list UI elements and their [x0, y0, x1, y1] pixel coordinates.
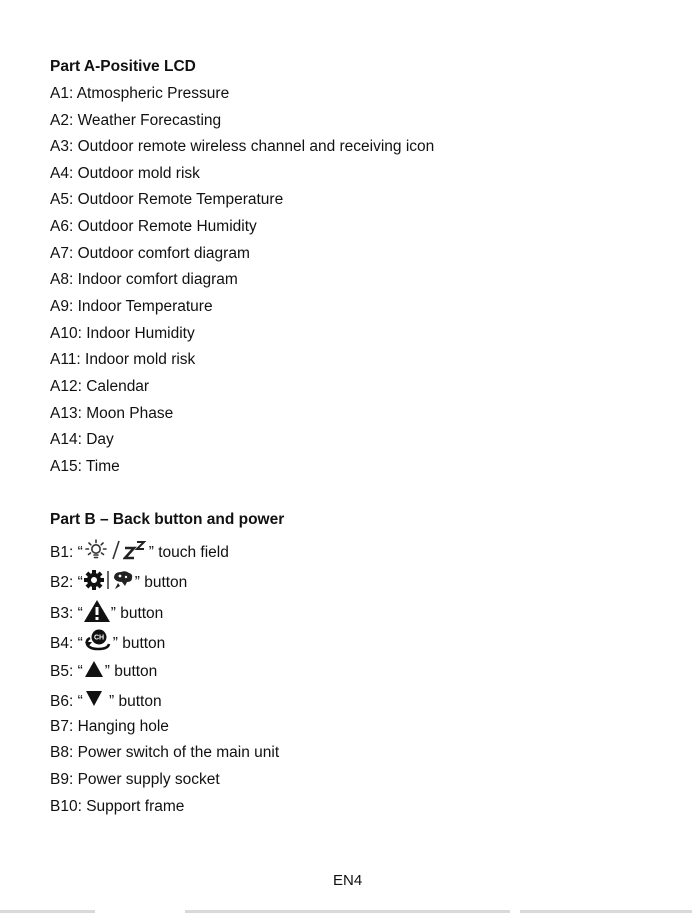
mold-alert-icon: [111, 569, 135, 597]
channel-cycle-icon: [83, 629, 113, 659]
part-b-item-b3: [50, 599, 163, 629]
part-b-item-b4: [50, 629, 165, 659]
part-b-item: B9: Power supply socket: [50, 771, 220, 788]
up-arrow-icon: [83, 659, 105, 685]
gear-icon: [83, 569, 105, 597]
part-b-item-b5: [50, 659, 157, 685]
down-arrow-icon: [83, 689, 105, 715]
bottom-border-segment: [520, 910, 692, 913]
part-a-item: A1: Atmospheric Pressure: [50, 85, 230, 102]
part-b-item: B8: Power switch of the main unit: [50, 744, 280, 761]
part-a-item: A14: Day: [50, 431, 114, 448]
warning-triangle-icon: [83, 599, 111, 629]
b3-prefix: B3: “: [50, 605, 83, 623]
light-bulb-icon: [83, 539, 109, 567]
part-a-item: A7: Outdoor comfort diagram: [50, 245, 250, 262]
part-a-item: A9: Indoor Temperature: [50, 298, 213, 315]
part-b-item-b6: [50, 689, 162, 715]
b6-prefix: B6: “: [50, 693, 83, 711]
part-a-item: A4: Outdoor mold risk: [50, 165, 200, 182]
snooze-zz-icon: [123, 539, 149, 567]
part-a-item: A15: Time: [50, 458, 120, 475]
b4-prefix: B4: “: [50, 635, 83, 653]
b1-suffix: ” touch field: [148, 544, 229, 562]
part-a-item: A12: Calendar: [50, 378, 150, 395]
part-a-item: A10: Indoor Humidity: [50, 325, 195, 342]
part-a-item: A2: Weather Forecasting: [50, 112, 222, 129]
b5-prefix: B5: “: [50, 663, 83, 681]
b3-suffix: ” button: [110, 605, 164, 623]
b4-suffix: ” button: [112, 635, 166, 653]
part-b-heading: Part B – Back button and power: [50, 511, 285, 528]
b2-prefix: B2: “: [50, 574, 83, 592]
part-b-item-b1: [50, 539, 229, 567]
bottom-border-segment: [0, 910, 95, 913]
part-b-item-b2: [50, 569, 187, 597]
b5-suffix: ” button: [104, 663, 158, 681]
channel-icon-label: CH: [93, 634, 104, 642]
part-a-heading: Part A-Positive LCD: [50, 58, 196, 75]
b6-suffix: ” button: [104, 693, 162, 711]
page-number: EN4: [333, 872, 363, 889]
part-a-item: A3: Outdoor remote wireless channel and receiving icon: [50, 138, 435, 155]
bottom-border-segment: [185, 910, 510, 913]
separator-slash-icon: [109, 539, 123, 567]
part-a-item: A11: Indoor mold risk: [50, 351, 196, 368]
b2-suffix: ” button: [134, 574, 188, 592]
part-a-item: A6: Outdoor Remote Humidity: [50, 218, 257, 235]
part-a-item: A5: Outdoor Remote Temperature: [50, 191, 284, 208]
part-b-item: B7: Hanging hole: [50, 718, 169, 735]
part-a-item: A8: Indoor comfort diagram: [50, 271, 238, 288]
part-a-item: A13: Moon Phase: [50, 405, 174, 422]
b1-prefix: B1: “: [50, 544, 83, 562]
part-b-item: B10: Support frame: [50, 798, 185, 815]
